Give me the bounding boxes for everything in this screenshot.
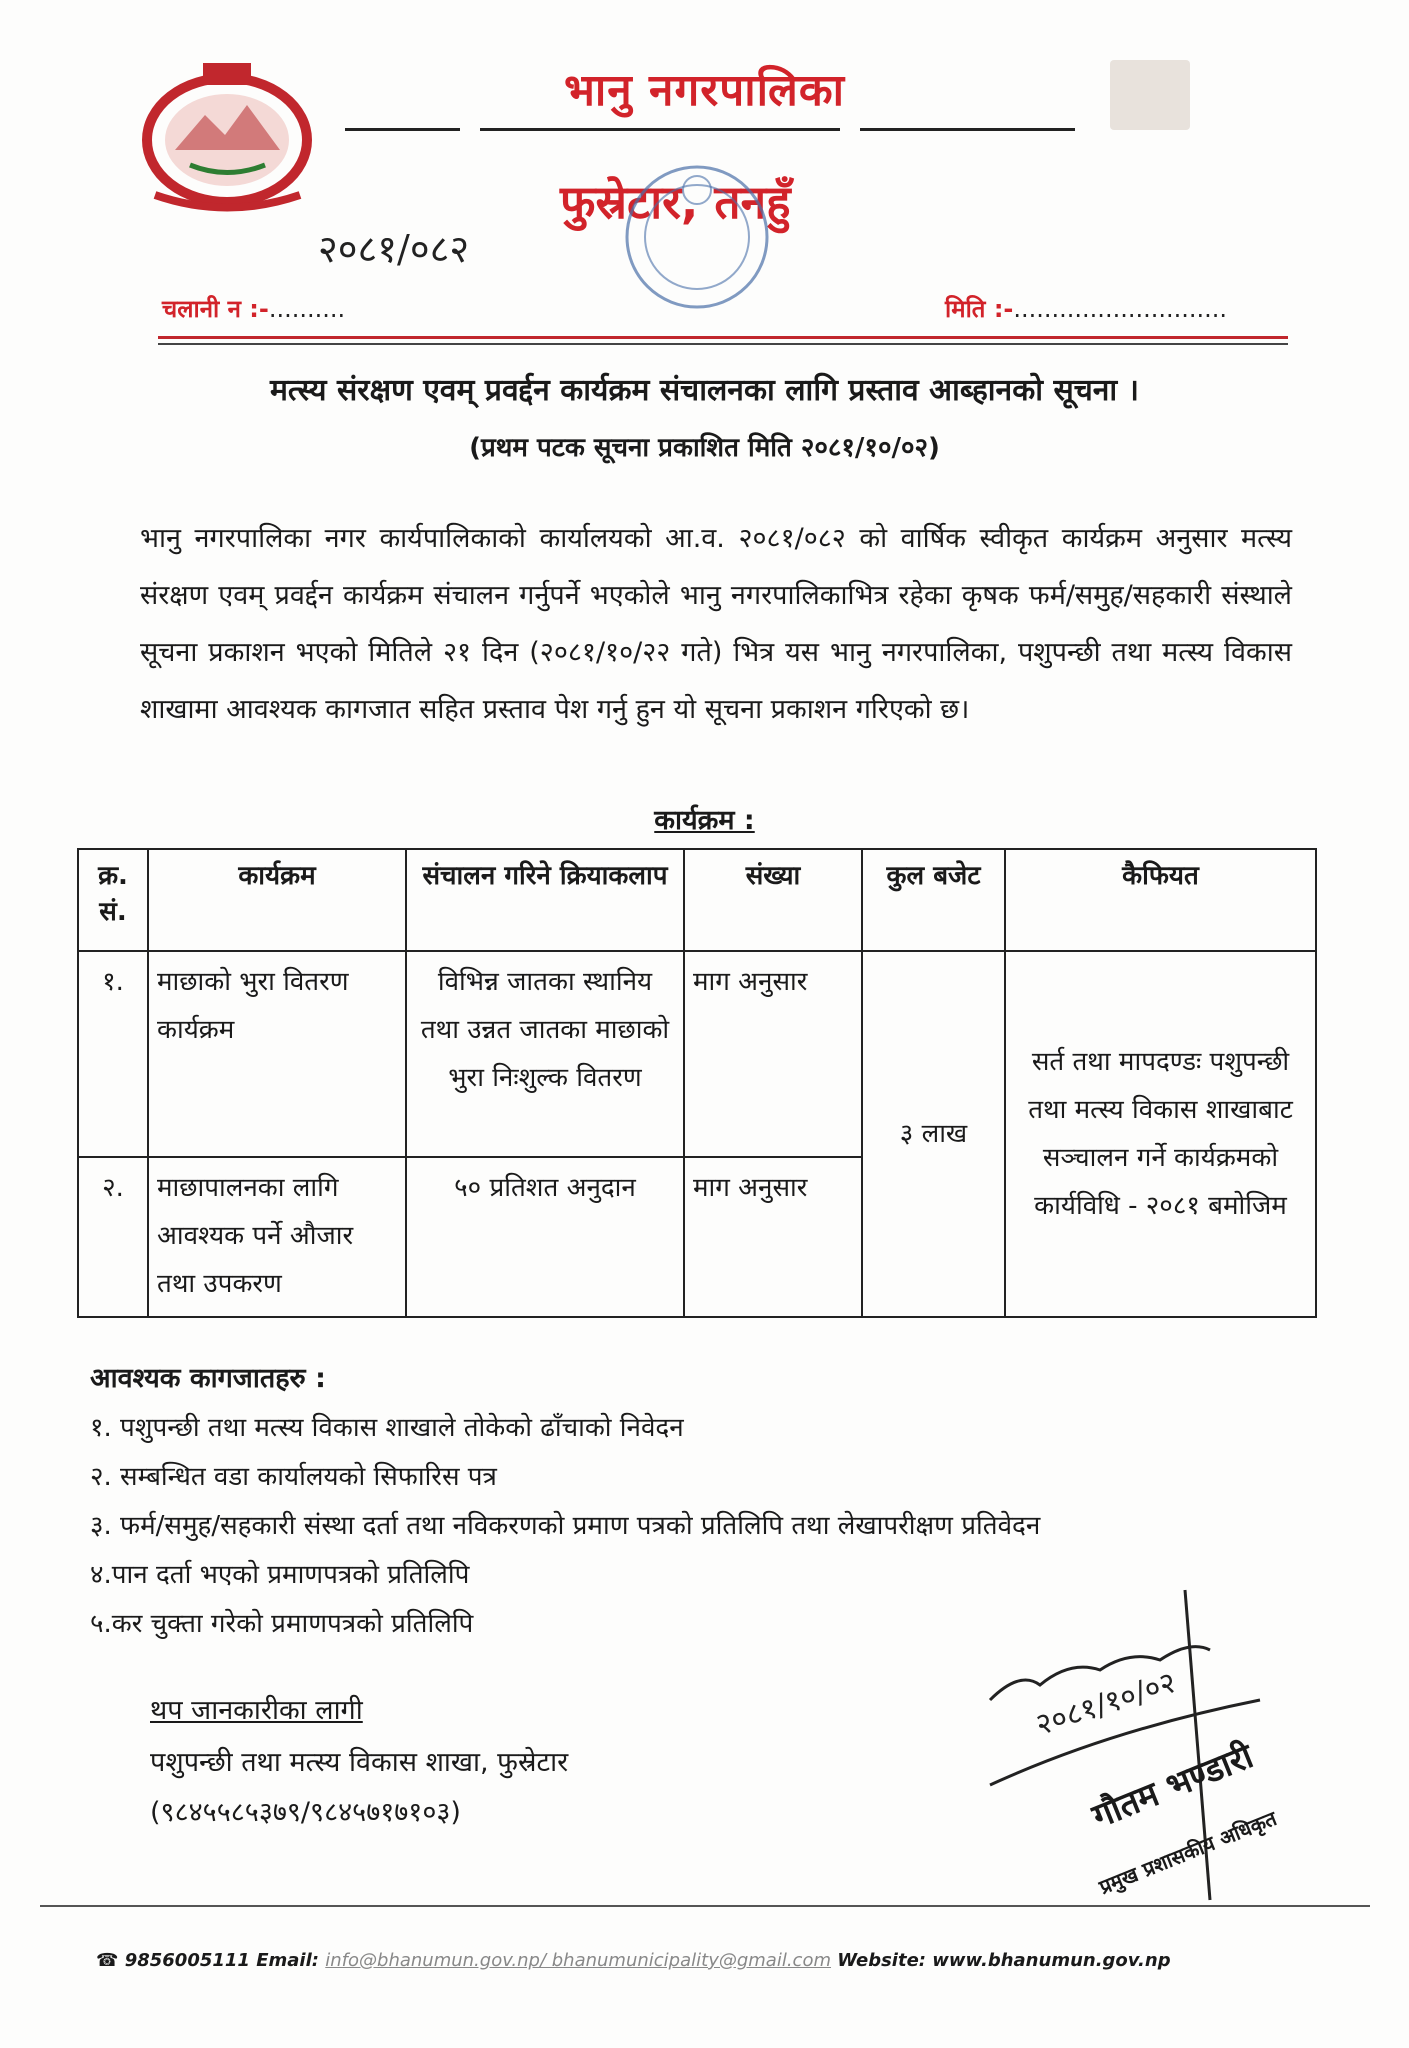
footer-phone: 9856005111 (124, 1950, 250, 1971)
office-seal-icon (610, 150, 785, 325)
chalani-label: चलानी न :- (162, 295, 269, 323)
row-quantity: माग अनुसार (684, 1157, 862, 1317)
date-field (945, 292, 1227, 325)
col-header-program: कार्यक्रम (148, 849, 406, 951)
notice-title: मत्स्य संरक्षण एवम् प्रवर्द्दन कार्यक्रम संचालनका लागि प्रस्ताव आब्हानको सूचना । (269, 373, 1140, 408)
date-label: मिति :- (945, 295, 1014, 323)
contact-phones: (९८४५५८५३७९/९८४५७१७१०३) (150, 1797, 461, 1828)
footer-email[interactable]: info@bhanumun.gov.np/ bhanumunicipality@gmail.com (325, 1950, 831, 1971)
footer-rule (40, 1905, 1370, 1907)
header-divider (480, 128, 840, 131)
remarks-cell: सर्त तथा मापदण्डः पशुपन्छी तथा मत्स्य विकास शाखाबाट सञ्चालन गर्ने कार्यक्रमको कार्यविधि - २०८१ बमोजिम (1005, 951, 1316, 1317)
signatory-title: प्रमुख प्रशासकीय अधिकृत (1095, 1806, 1280, 1900)
col-header-activity: संचालन गरिने क्रियाकलाप (406, 849, 684, 951)
row-sn: २. (78, 1157, 148, 1317)
chalani-number-field (162, 292, 345, 325)
requirements-list (90, 1404, 1040, 1649)
row-quantity: माग अनुसार (684, 951, 862, 1157)
signatory-name: गौतम भण्डारी (1086, 1736, 1259, 1837)
program-table (77, 848, 1317, 1318)
date-dots: ............................ (1013, 295, 1227, 323)
signature-date: २०८१/१०/०२ (1031, 1664, 1181, 1744)
list-item: २. सम्बन्धित वडा कार्यालयको सिफारिस पत्र (90, 1462, 497, 1492)
notice-subtitle: (प्रथम पटक सूचना प्रकाशित मिति २०८१/१०/०२) (469, 433, 940, 463)
org-location: फुस्रेटार, तनहुँ (560, 175, 791, 229)
footer-contact (96, 1950, 1171, 1971)
footer-website-label: Website: (837, 1950, 926, 1971)
budget-cell: ३ लाख (862, 951, 1005, 1317)
requirements-heading: आवश्यक कागजातहरु : (90, 1363, 326, 1394)
list-item: ४.पान दर्ता भएको प्रमाणपत्रको प्रतिलिपि (90, 1560, 470, 1590)
row-activity: विभिन्न जातका स्थानिय तथा उन्नत जातका माछाको भुरा निःशुल्क वितरण (406, 951, 684, 1157)
list-item: १. पशुपन्छी तथा मत्स्य विकास शाखाले तोकेको ढाँचाको निवेदन (90, 1413, 684, 1443)
footer-phone-icon: ☎ (96, 1950, 119, 1971)
contact-office: पशुपन्छी तथा मत्स्य विकास शाखा, फुस्रेटार (150, 1747, 569, 1778)
header-divider (860, 128, 1075, 131)
org-name: भानु नगरपालिका (563, 65, 846, 116)
row-program: माछापालनका लागि आवश्यक पर्ने औजार तथा उपकरण (148, 1157, 406, 1317)
table-header-row (78, 849, 1316, 951)
list-item: ५.कर चुक्ता गरेको प्रमाणपत्रको प्रतिलिपि (90, 1609, 474, 1639)
contact-heading: थप जानकारीका लागी (150, 1695, 363, 1726)
col-header-budget: कुल बजेट (862, 849, 1005, 951)
reference-number: २०८१/०८२ (318, 227, 470, 271)
table-row (78, 951, 1316, 1157)
program-section-heading (0, 800, 1409, 837)
row-program: माछाको भुरा वितरण कार्यक्रम (148, 951, 406, 1157)
row-sn: १. (78, 951, 148, 1157)
footer-email-label: Email: (256, 1950, 319, 1971)
notice-body: भानु नगरपालिका नगर कार्यपालिकाको कार्यालयको आ.व. २०८१/०८२ को वार्षिक स्वीकृत कार्यक्रम अनुसार मत्स्य संरक्षण एवम् प्रवर्द्दन कार्यक्रम संचालन गर्नुपर्ने भएकोले भानु नगरपालिकाभित्र रहेका कृषक फर्म/समुह/सहकारी संस्थाले सूचना प्रकाशन भएको मितिले २१ दिन (२०८१/१०/२२ गते) भित्र यस भानु नगरपालिका, पशुपन्छी तथा मत्स्य विकास शाखामा आवश्यक कागजात सहित प्रस्ताव पेश गर्नु हुन यो सूचना प्रकाशन गरिएको छ। (140, 523, 1292, 725)
col-header-quantity: संख्या (684, 849, 862, 951)
chalani-dots: .......... (268, 295, 346, 323)
row-activity: ५० प्रतिशत अनुदान (406, 1157, 684, 1317)
list-item: ३. फर्म/समुह/सहकारी संस्था दर्ता तथा नविकरणको प्रमाण पत्रको प्रतिलिपि तथा लेखापरीक्षण प्रतिवेदन (90, 1511, 1041, 1541)
col-header-sn: क्र. सं. (78, 849, 148, 951)
program-section-label: कार्यक्रम : (654, 805, 755, 836)
col-header-remarks: कैफियत (1005, 849, 1316, 951)
header-rule (158, 343, 1288, 345)
header-rule (158, 336, 1288, 339)
footer-website[interactable]: www.bhanumun.gov.np (932, 1950, 1171, 1971)
header-divider (345, 128, 460, 131)
